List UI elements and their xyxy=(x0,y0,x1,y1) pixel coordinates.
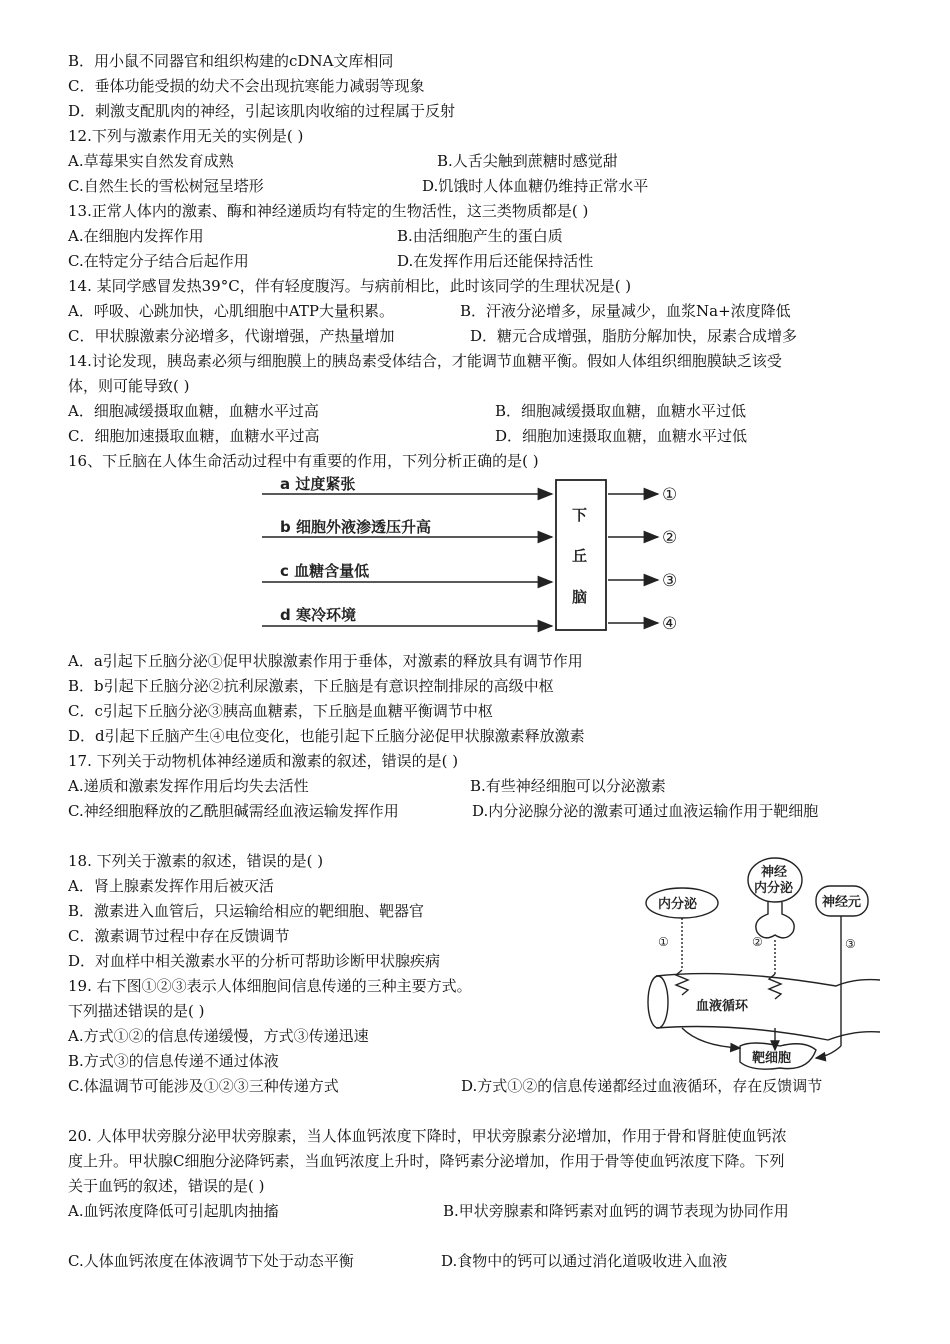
box-char-2: 丘 xyxy=(572,547,588,565)
q18-option-c: C．激素调节过程中存在反馈调节 xyxy=(68,927,290,945)
input-d-label: d 寒冷环境 xyxy=(280,606,356,624)
box-char-1: 下 xyxy=(572,506,588,524)
output-2: ② xyxy=(662,528,678,548)
q12-option-b: B.人舌尖触到蔗糖时感觉甜 xyxy=(437,152,618,170)
output-3: ③ xyxy=(662,571,678,591)
q19-option-b: B.方式③的信息传递不通过体液 xyxy=(68,1052,279,1070)
q13-stem: 13.正常人体内的激素、酶和神经递质均有特定的生物活性，这三类物质都是( ) xyxy=(68,202,589,220)
q14-option-a: A．呼吸、心跳加快，心肌细胞中ATP大量积累。 xyxy=(68,302,394,320)
neuron-label: 神经元 xyxy=(822,895,862,910)
q16-option-b: B．b引起下丘脑分泌②抗利尿激素，下丘脑是有意识控制排尿的高级中枢 xyxy=(68,677,554,695)
q20-option-a: A.血钙浓度降低可引起肌肉抽搐 xyxy=(68,1202,279,1220)
q18-option-a: A．肾上腺素发挥作用后被灭活 xyxy=(68,877,274,895)
box-char-3: 脑 xyxy=(572,588,588,606)
input-a-label: a 过度紧张 xyxy=(280,475,356,493)
q11-option-b: B．用小鼠不同器官和组织构建的cDNA文库相同 xyxy=(68,52,394,70)
q19-stem-line2: 下列描述错误的是( ) xyxy=(68,1002,205,1020)
q13-option-c: C.在特定分子结合后起作用 xyxy=(68,252,249,270)
q12-option-d: D.饥饿时人体血糖仍维持正常水平 xyxy=(422,177,649,195)
q15-option-a: A．细胞减缓摄取血糖，血糖水平过高 xyxy=(68,402,319,420)
q16-stem: 16、下丘脑在人体生命活动过程中有重要的作用，下列分析正确的是( ) xyxy=(68,452,539,470)
q12-option-a: A.草莓果实自然发育成熟 xyxy=(68,152,234,170)
q13-option-d: D.在发挥作用后还能保持活性 xyxy=(397,252,594,270)
q20-stem-line1: 20. 人体甲状旁腺分泌甲状旁腺素，当人体血钙浓度下降时，甲状旁腺素分泌增加，作用于骨和肾脏使血钙浓 xyxy=(68,1127,787,1145)
output-1: ① xyxy=(662,485,678,505)
cell-signaling-diagram xyxy=(640,850,885,1075)
circulation-label: 血液循环 xyxy=(696,999,749,1014)
q14-option-b: B．汗液分泌增多，尿量减少，血浆Na+浓度降低 xyxy=(460,302,791,320)
q16-option-c: C．c引起下丘脑分泌③胰高血糖素，下丘脑是血糖平衡调节中枢 xyxy=(68,702,493,720)
q20-option-b: B.甲状旁腺素和降钙素对血钙的调节表现为协同作用 xyxy=(443,1202,789,1220)
q13-option-a: A.在细胞内发挥作用 xyxy=(68,227,204,245)
endocrine-label: 内分泌 xyxy=(658,897,698,912)
q12-option-c: C.自然生长的雪松树冠呈塔形 xyxy=(68,177,264,195)
q16-option-d: D．d引起下丘脑产生④电位变化，也能引起下丘脑分泌促甲状腺激素释放激素 xyxy=(68,727,585,745)
q18-stem: 18. 下列关于激素的叙述，错误的是( ) xyxy=(68,852,324,870)
path-1-label: ① xyxy=(658,935,669,949)
path-2-label: ② xyxy=(752,935,763,949)
q17-stem: 17. 下列关于动物机体神经递质和激素的叙述，错误的是( ) xyxy=(68,752,459,770)
q19-option-d: D.方式①②的信息传递都经过血液循环，存在反馈调节 xyxy=(461,1077,823,1095)
input-b-label: b 细胞外液渗透压升高 xyxy=(280,518,431,536)
q15-option-d: D．细胞加速摄取血糖，血糖水平过低 xyxy=(495,427,748,445)
hypothalamus-diagram xyxy=(250,470,710,645)
q17-option-b: B.有些神经细胞可以分泌激素 xyxy=(470,777,666,795)
q20-option-c: C.人体血钙浓度在体液调节下处于动态平衡 xyxy=(68,1252,354,1270)
q17-option-d: D.内分泌腺分泌的激素可通过血液运输作用于靶细胞 xyxy=(472,802,819,820)
q11-option-d: D．刺激支配肌肉的神经，引起该肌肉收缩的过程属于反射 xyxy=(68,102,456,120)
q15-stem-line2: 体，则可能导致( ) xyxy=(68,377,190,395)
neuro-secretion-label-1: 神经 xyxy=(761,865,788,880)
q19-stem-line1: 19. 右下图①②③表示人体细胞间信息传递的三种主要方式。 xyxy=(68,977,472,995)
path-3-label: ③ xyxy=(845,937,856,951)
q14-option-c: C．甲状腺激素分泌增多，代谢增强，产热量增加 xyxy=(68,327,395,345)
q20-stem-line2: 度上升。甲状腺C细胞分泌降钙素，当血钙浓度上升时，降钙素分泌增加，作用于骨等使血钙浓度下降。下列 xyxy=(68,1152,785,1170)
q13-option-b: B.由活细胞产生的蛋白质 xyxy=(397,227,563,245)
output-4: ④ xyxy=(662,614,678,634)
q11-option-c: C．垂体功能受损的幼犬不会出现抗寒能力减弱等现象 xyxy=(68,77,425,95)
q12-stem: 12.下列与激素作用无关的实例是( ) xyxy=(68,127,304,145)
q16-option-a: A．a引起下丘脑分泌①促甲状腺激素作用于垂体，对激素的释放具有调节作用 xyxy=(68,652,583,670)
q14-stem: 14. 某同学感冒发热39°C，伴有轻度腹泻。与病前相比，此时该同学的生理状况是( ) xyxy=(68,277,632,295)
q15-stem-line1: 14.讨论发现，胰岛素必须与细胞膜上的胰岛素受体结合，才能调节血糖平衡。假如人体组织细胞膜缺乏该受 xyxy=(68,352,782,370)
target-cell-label: 靶细胞 xyxy=(752,1051,792,1066)
q19-option-c: C.体温调节可能涉及①②③三种传递方式 xyxy=(68,1077,339,1095)
q18-option-d: D．对血样中相关激素水平的分析可帮助诊断甲状腺疾病 xyxy=(68,952,441,970)
q17-option-c: C.神经细胞释放的乙酰胆碱需经血液运输发挥作用 xyxy=(68,802,399,820)
q20-stem-line3: 关于血钙的叙述，错误的是( ) xyxy=(68,1177,265,1195)
neuro-secretion-label-2: 内分泌 xyxy=(754,881,794,896)
q18-option-b: B．激素进入血管后，只运输给相应的靶细胞、靶器官 xyxy=(68,902,425,920)
q14-option-d: D．糖元合成增强，脂肪分解加快，尿素合成增多 xyxy=(470,327,798,345)
q20-option-d: D.食物中的钙可以通过消化道吸收进入血液 xyxy=(441,1252,728,1270)
q17-option-a: A.递质和激素发挥作用后均失去活性 xyxy=(68,777,309,795)
input-c-label: c 血糖含量低 xyxy=(280,562,370,580)
q19-option-a: A.方式①②的信息传递缓慢，方式③传递迅速 xyxy=(68,1027,369,1045)
q15-option-c: C．细胞加速摄取血糖，血糖水平过高 xyxy=(68,427,320,445)
q15-option-b: B．细胞减缓摄取血糖，血糖水平过低 xyxy=(495,402,747,420)
